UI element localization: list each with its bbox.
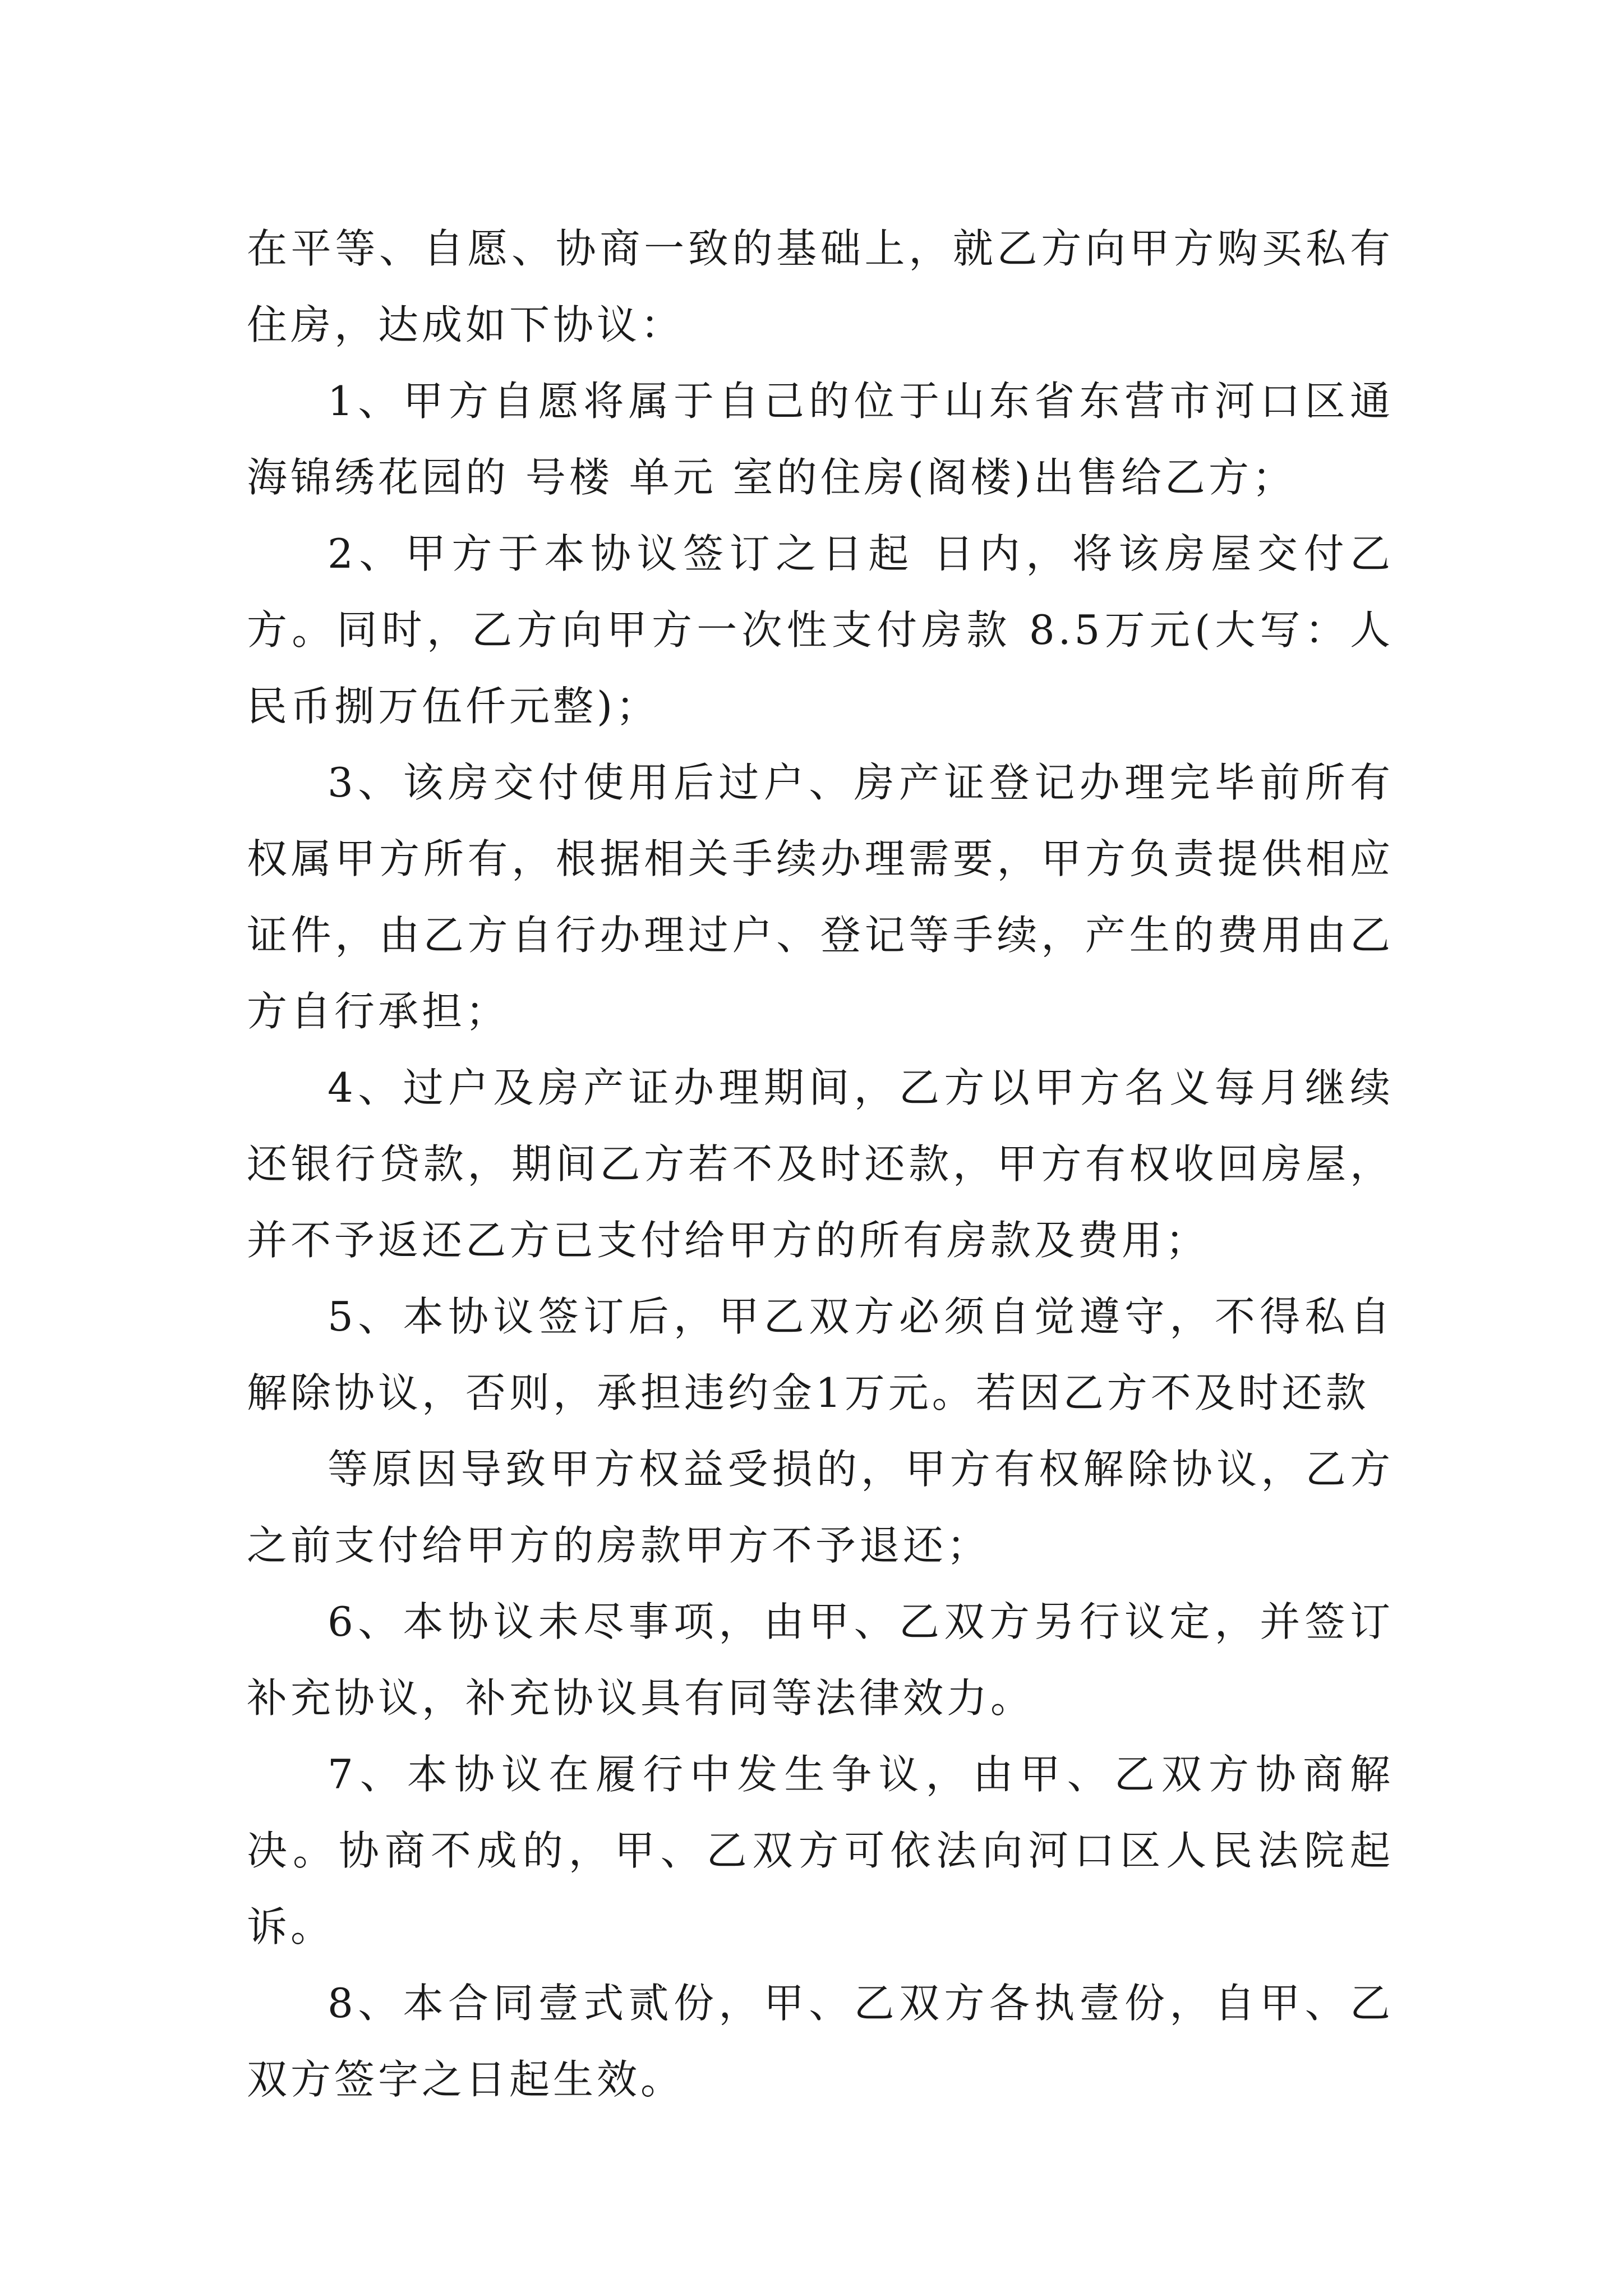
clause-2: 2、甲方于本协议签订之日起 日内，将该房屋交付乙方。同时，乙方向甲方一次性支付房款 8.5万元(大写：人民币捌万伍仟元整)； bbox=[247, 530, 1394, 730]
clause-5-continued: 等原因导致甲方权益受损的，甲方有权解除协议，乙方之前支付给甲方的房款甲方不予退还； bbox=[247, 1446, 1394, 1569]
clause-4: 4、过户及房产证办理期间，乙方以甲方名义每月继续还银行贷款，期间乙方若不及时还款，甲方有权收回房屋，并不予返还乙方已支付给甲方的所有房款及费用； bbox=[247, 1064, 1394, 1264]
clause-1: 1、甲方自愿将属于自己的位于山东省东营市河口区通海锦绣花园的 号楼 单元 室的住房(阁楼)出售给乙方； bbox=[247, 378, 1394, 501]
paragraph-intro: 在平等、自愿、协商一致的基础上，就乙方向甲方购买私有住房，达成如下协议： bbox=[247, 225, 1394, 348]
clause-6: 6、本协议未尽事项，由甲、乙双方另行议定，并签订补充协议，补充协议具有同等法律效力。 bbox=[247, 1598, 1394, 1722]
clause-3: 3、该房交付使用后过户、房产证登记办理完毕前所有权属甲方所有，根据相关手续办理需要，甲方负责提供相应证件，由乙方自行办理过户、登记等手续，产生的费用由乙方自行承担； bbox=[247, 759, 1394, 1035]
clause-7: 7、本协议在履行中发生争议，由甲、乙双方协商解决。协商不成的，甲、乙双方可依法向河口区人民法院起诉。 bbox=[247, 1751, 1394, 1950]
document-body bbox=[247, 210, 1394, 2118]
clause-8: 8、本合同壹式贰份，甲、乙双方各执壹份，自甲、乙双方签字之日起生效。 bbox=[247, 1980, 1394, 2103]
clause-5: 5、本协议签订后，甲乙双方必须自觉遵守，不得私自解除协议，否则，承担违约金1万元。若因乙方不及时还款 bbox=[247, 1293, 1394, 1416]
